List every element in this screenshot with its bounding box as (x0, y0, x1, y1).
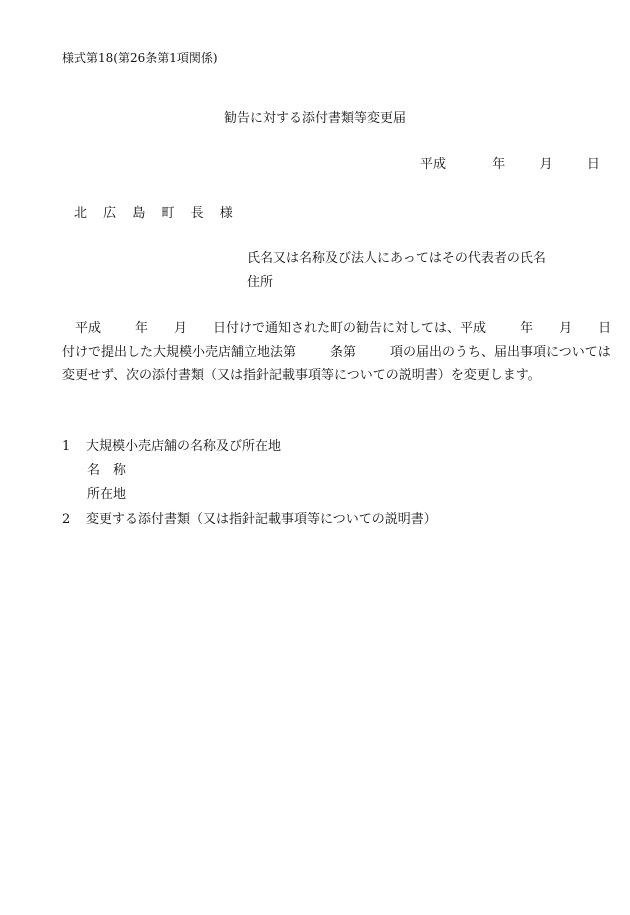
list-item-text: 変更する添付書類（又は指針記載事項等についての説明書） (86, 512, 437, 527)
store-location-label: 所在地 (87, 487, 127, 502)
applicant-name-label: 氏名又は名称及び法人にあってはその代表者の氏名 (247, 251, 546, 266)
store-name-label: 名 称 (87, 463, 127, 478)
document-title (0, 112, 630, 125)
body-line-3: 変更せず、次の添付書類（又は指針記載事項等についての説明書）を変更します。 (62, 368, 541, 383)
date-era: 平成 (420, 157, 447, 172)
form-number: 様式第18(第26条第1項関係) (62, 51, 218, 65)
date-month: 月 (539, 157, 553, 172)
list-item-number: 2 (62, 512, 71, 527)
document-title-text: 勧告に対する添付書類等変更届 (223, 111, 406, 126)
addressee-char: 長 (190, 206, 204, 221)
addressee-char: 町 (161, 206, 175, 221)
addressee-char: 北 (74, 206, 88, 221)
addressee (74, 207, 233, 220)
body-line-1: 平成 年 月 日付けで通知された町の勧告に対しては、平成 年 月 日 (75, 321, 612, 336)
date-day: 日 (586, 157, 600, 172)
list-item-text: 大規模小売店舗の名称及び所在地 (86, 439, 282, 454)
addressee-char: 広 (103, 206, 117, 221)
list-item-1 (62, 440, 281, 453)
applicant-address-label: 住所 (247, 275, 274, 290)
body-paragraph (62, 321, 612, 393)
submission-date (420, 158, 600, 171)
addressee-char: 様 (219, 206, 233, 221)
body-line-2: 付けで提出した大規模小売店舗立地法第 条第 項の届出のうち、届出事項については (62, 344, 611, 360)
list-item-number: 1 (62, 439, 71, 454)
date-year: 年 (492, 157, 506, 172)
list-item-2 (62, 513, 437, 526)
addressee-char: 島 (132, 206, 146, 221)
